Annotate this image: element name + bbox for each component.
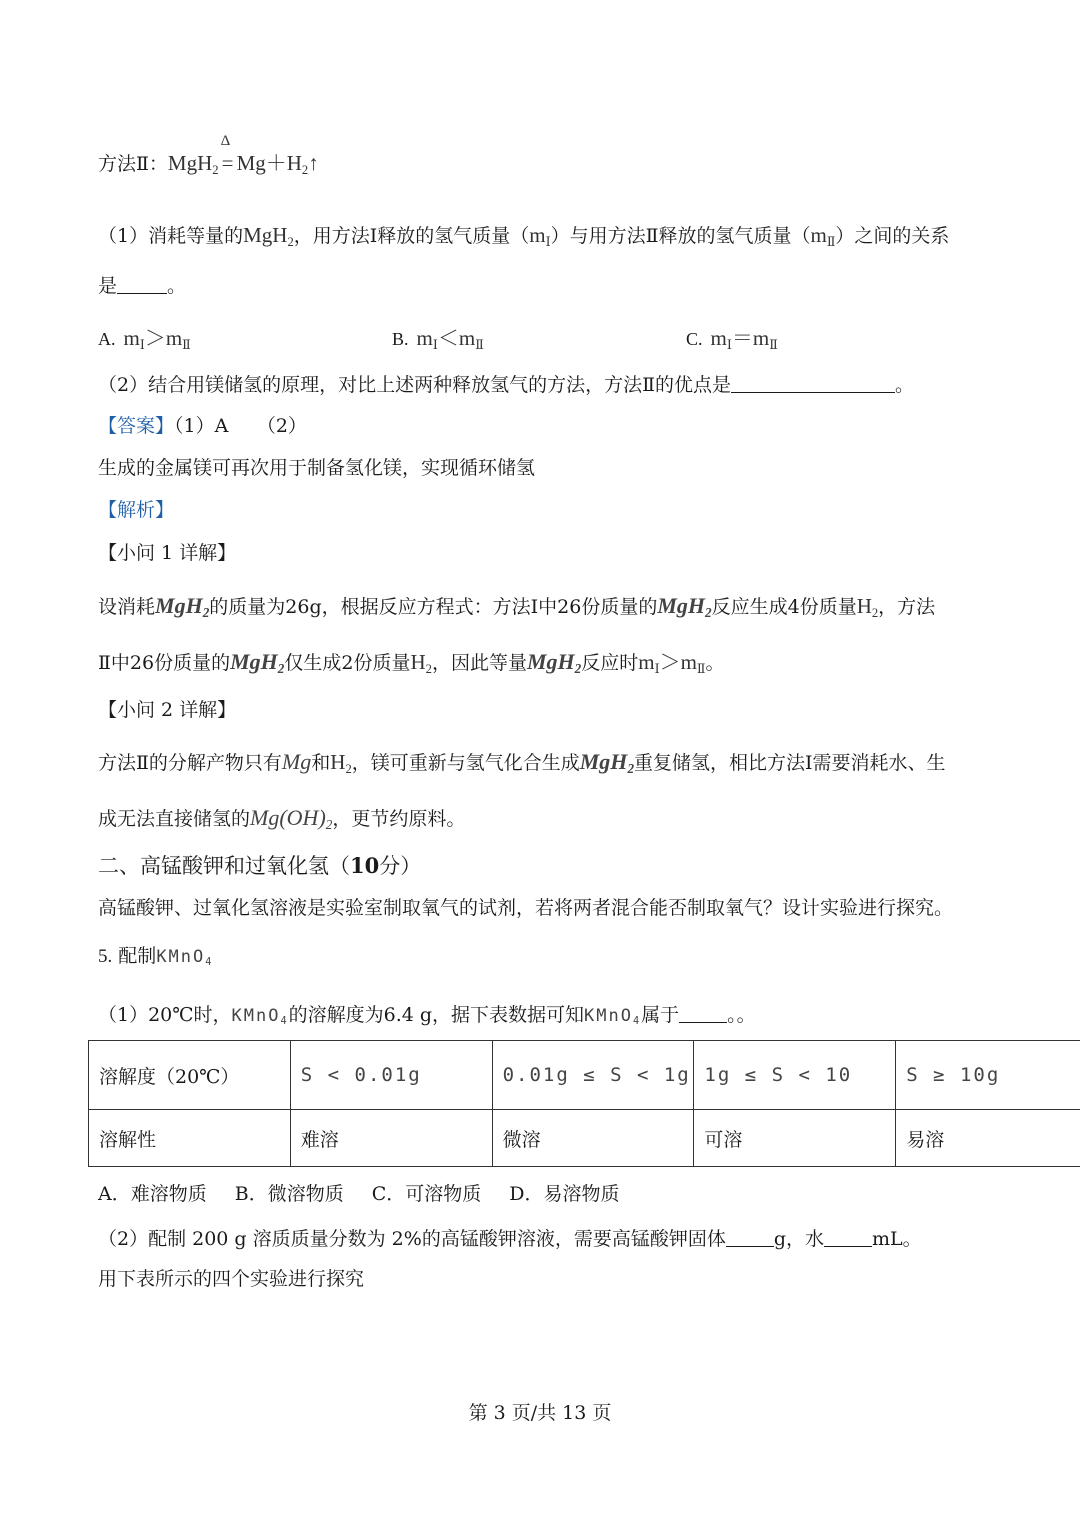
q5-1-f1 — [232, 1006, 289, 1026]
question-1-line2 — [98, 274, 186, 299]
q5-1-f1-sub: 4 — [280, 1016, 289, 1028]
s1-f2-sub: 2 — [705, 604, 712, 620]
heat-equals-sign — [219, 133, 237, 176]
option-a-label: A. — [98, 329, 116, 349]
q1-m1 — [529, 223, 550, 247]
q2-text: （2）结合用镁储氢的原理，对比上述两种释放氢气的方法，方法Ⅱ的优点是 — [98, 374, 732, 396]
question-5 — [98, 945, 213, 970]
q1-m2-text: m — [810, 223, 827, 247]
analysis-s1-line1 — [98, 592, 935, 622]
table-cell: 溶解性 — [89, 1110, 291, 1167]
option-b-right-sub: Ⅱ — [475, 337, 484, 352]
option-b-expr — [417, 326, 484, 350]
q1-m1-sub: Ⅰ — [545, 234, 551, 249]
option-b[interactable] — [392, 322, 484, 353]
option-a[interactable]: A．难溶物质 — [98, 1183, 207, 1205]
s2b-f-text: Mg(OH) — [250, 805, 326, 830]
s1-b: 的质量为26g，根据反应方程式：方法Ⅰ中26份质量的 — [209, 596, 658, 618]
method2-equation — [167, 133, 319, 177]
option-c[interactable]: C．可溶物质 — [371, 1183, 482, 1205]
method2-line — [98, 133, 319, 179]
eq-right: Mg＋H — [236, 151, 302, 175]
s1b-e: 。 — [705, 652, 725, 674]
option-c-op: ＝ — [731, 326, 753, 350]
option-b-left: m — [416, 326, 433, 350]
s1b-a: Ⅱ中26份质量的 — [98, 652, 231, 674]
q1-text-b: ，用方法Ⅰ释放的氢气质量（ — [293, 225, 530, 247]
q5-1-f2-sub: 4 — [633, 1016, 642, 1028]
option-b-left-sub: Ⅰ — [432, 337, 438, 352]
s2b-f-sub: 2 — [325, 816, 333, 832]
closing-line — [98, 1268, 364, 1292]
s2b-a: 成无法直接储氢的 — [98, 808, 251, 830]
option-a-right: m — [165, 326, 183, 350]
question-2-line — [98, 373, 914, 398]
q1-line2: 是 — [98, 275, 118, 297]
eq-right-sub: 2 — [301, 162, 309, 177]
section-2-intro — [98, 897, 953, 921]
s1b-f1 — [230, 649, 284, 674]
s1b-f2-text: MgH — [526, 649, 575, 674]
analysis-tag: 【解析】 — [98, 499, 175, 521]
answer-blank[interactable] — [824, 1227, 872, 1247]
option-b-op: ＜ — [437, 326, 459, 350]
q5-1-b: 的溶解度为6.4 g，据下表数据可知 — [288, 1004, 585, 1026]
section2-intro-text: 高锰酸钾、过氧化氢溶液是实验室制取氧气的试剂，若将两者混合能否制取氧气？设计实验进行探究。 — [98, 897, 954, 919]
table-cell: S < 0.01g — [290, 1041, 492, 1110]
sub1-title — [98, 542, 236, 566]
q5-1-end: 。。 — [727, 1004, 756, 1026]
eq-left-sub: 2 — [212, 162, 219, 177]
s2-d: 重复储氢，相比方法Ⅰ需要消耗水、生 — [634, 752, 946, 774]
q1-line2-end: 。 — [167, 275, 187, 297]
option-a-right-sub: Ⅱ — [182, 337, 191, 352]
answer-text: （1）A （2） — [174, 415, 307, 437]
table-cell: 0.01g ≤ S < 1g — [492, 1041, 694, 1110]
section2-title-text: 二、高锰酸钾和过氧化氢（ — [98, 854, 350, 878]
option-b[interactable]: B．微溶物质 — [234, 1183, 344, 1205]
s1b-h — [410, 650, 431, 674]
option-c[interactable] — [686, 322, 778, 353]
q5-1-c: 属于 — [641, 1004, 680, 1026]
option-d[interactable]: D．易溶物质 — [509, 1183, 620, 1205]
option-a-left: m — [123, 326, 140, 350]
analysis-s1-line2 — [98, 648, 725, 678]
option-c-left: m — [710, 326, 727, 350]
s1-c: 反应生成4份质量 — [711, 596, 857, 618]
table-cell: 可溶 — [694, 1110, 896, 1167]
option-c-left-sub: Ⅰ — [726, 337, 732, 352]
s1b-f1-text: MgH — [230, 649, 278, 674]
table-cell: 1g ≤ S < 10 — [694, 1041, 896, 1110]
sub1-title-text: 【小问 1 详解】 — [98, 542, 237, 564]
q1-formula-sub: 2 — [287, 234, 294, 249]
s2-f-text: MgH — [579, 749, 628, 774]
answer-blank[interactable] — [679, 1003, 727, 1023]
option-c-right-sub: Ⅱ — [769, 337, 778, 352]
s1-f2-text: MgH — [657, 593, 706, 618]
s1-d: ，方法 — [878, 596, 936, 618]
q5-1-a: （1）20℃时， — [98, 1004, 232, 1026]
q1-m2 — [811, 223, 836, 247]
section2-score: 10 — [350, 853, 380, 878]
s1b-f2-sub: 2 — [574, 660, 582, 676]
s2-c: ，镁可重新与氢气化合生成 — [351, 752, 580, 774]
table-row — [89, 1110, 1080, 1167]
s1b-f1-sub: 2 — [277, 660, 285, 676]
answer-blank[interactable] — [731, 373, 895, 393]
s2-h-text: H — [330, 750, 346, 774]
s1b-b: 仅生成2份质量 — [284, 652, 411, 674]
s1-f1 — [155, 593, 209, 618]
question-5-2 — [98, 1227, 922, 1252]
q1-formula-text: MgH — [243, 223, 288, 247]
s1b-h-sub: 2 — [425, 661, 432, 676]
s2-h-sub: 2 — [345, 761, 352, 776]
q5-text: 配制 — [118, 945, 157, 967]
q5-formula — [156, 947, 213, 967]
q2-end: 。 — [895, 374, 915, 396]
table-cell: 溶解度（20℃） — [89, 1041, 291, 1110]
option-a[interactable] — [98, 322, 191, 353]
s2-b: 和 — [311, 752, 331, 774]
q5-formula-sub: 4 — [205, 957, 214, 969]
answer-blank[interactable] — [726, 1227, 774, 1247]
s2-a: 方法Ⅱ的分解产物只有 — [98, 752, 282, 774]
answer-tag: 【答案】 — [98, 415, 175, 437]
delta-symbol: Δ — [220, 133, 231, 149]
q5-num: 5. — [98, 946, 113, 967]
q1-text-d: ）之间的关系 — [835, 225, 950, 247]
analysis-tag-line — [98, 499, 174, 523]
q5-1-f1-text: KMnO — [231, 1006, 281, 1026]
q1-m2-sub: Ⅱ — [826, 234, 836, 249]
answer-line2 — [98, 457, 535, 481]
s2-h — [330, 750, 351, 774]
table-cell: 难溶 — [290, 1110, 492, 1167]
analysis-s2-line2 — [98, 804, 465, 833]
solubility-table — [88, 1040, 1080, 1167]
q1-m1-text: m — [529, 223, 546, 247]
sub2-title-text: 【小问 2 详解】 — [98, 699, 237, 721]
q5-2-a: （2）配制 200 g 溶质质量分数为 2%的高锰酸钾溶液，需要高锰酸钾固体 — [98, 1228, 726, 1250]
question-5-1 — [98, 1003, 756, 1029]
options-5-1 — [98, 1183, 619, 1207]
s1b-m2: m — [680, 650, 697, 674]
option-a-left-sub: Ⅰ — [139, 337, 145, 352]
s1-f1-sub: 2 — [202, 604, 210, 620]
q1-text-c: ）与用方法Ⅱ释放的氢气质量（ — [550, 225, 811, 247]
option-c-right: m — [752, 326, 770, 350]
q1-text-a: （1）消耗等量的 — [98, 225, 244, 247]
q5-formula-text: KMnO — [156, 947, 206, 967]
table-cell: 易溶 — [896, 1110, 1080, 1167]
s1-a: 设消耗 — [98, 596, 156, 618]
answer-blank[interactable] — [117, 274, 167, 294]
s2b-f — [250, 805, 332, 830]
option-a-expr — [124, 326, 191, 350]
s2-mg: Mg — [281, 749, 312, 774]
up-arrow-icon: ↑ — [308, 151, 319, 175]
table-cell: 微溶 — [492, 1110, 694, 1167]
s1b-h-text: H — [410, 650, 426, 674]
s1b-m1: m — [638, 650, 655, 674]
s1b-c: ，因此等量 — [431, 652, 527, 674]
answer-line — [98, 415, 307, 439]
q5-1-f2 — [584, 1006, 641, 1026]
section-2-title — [98, 853, 421, 879]
s2-f-sub: 2 — [627, 760, 635, 776]
option-c-label: C. — [686, 329, 703, 349]
table-cell: S ≥ 10g — [896, 1041, 1080, 1110]
s1-h-sub: 2 — [871, 605, 879, 620]
table-row — [89, 1041, 1080, 1110]
s1b-f2 — [527, 649, 581, 674]
s1b-d: 反应时 — [581, 652, 639, 674]
option-a-op: ＞ — [144, 326, 166, 350]
option-b-right: m — [458, 326, 476, 350]
method2-prefix: 方法Ⅱ： — [98, 153, 168, 175]
option-c-expr — [711, 326, 778, 350]
page-number: 第 3 页/共 13 页 — [468, 1402, 612, 1424]
s2b-b: ，更节约原料。 — [332, 808, 466, 830]
answer-line2-text: 生成的金属镁可再次用于制备氢化镁，实现循环储氢 — [98, 457, 536, 479]
q1-formula — [243, 223, 294, 247]
s1-f2 — [657, 593, 711, 618]
s1b-m2-sub: Ⅱ — [696, 661, 706, 676]
option-b-label: B. — [392, 329, 409, 349]
closing-text: 用下表所示的四个实验进行探究 — [98, 1268, 365, 1290]
sub2-title — [98, 699, 236, 723]
analysis-s2-line1 — [98, 748, 946, 778]
q5-1-f2-text: KMnO — [584, 1006, 633, 1026]
s1b-m1-sub: Ⅰ — [654, 661, 660, 676]
q5-2-c: mL。 — [872, 1228, 922, 1250]
eq-left: MgH — [167, 151, 213, 175]
s1-h-text: H — [856, 594, 872, 618]
s1-f1-text: MgH — [155, 593, 203, 618]
section2-title-end: 分） — [379, 854, 422, 878]
s1-h — [857, 594, 878, 618]
q5-2-b: g，水 — [773, 1228, 824, 1250]
s2-f — [580, 749, 634, 774]
eq-sign: = — [221, 151, 234, 175]
s1b-relation — [638, 650, 705, 674]
s1b-op: ＞ — [659, 650, 681, 674]
question-1-line1 — [98, 222, 949, 251]
